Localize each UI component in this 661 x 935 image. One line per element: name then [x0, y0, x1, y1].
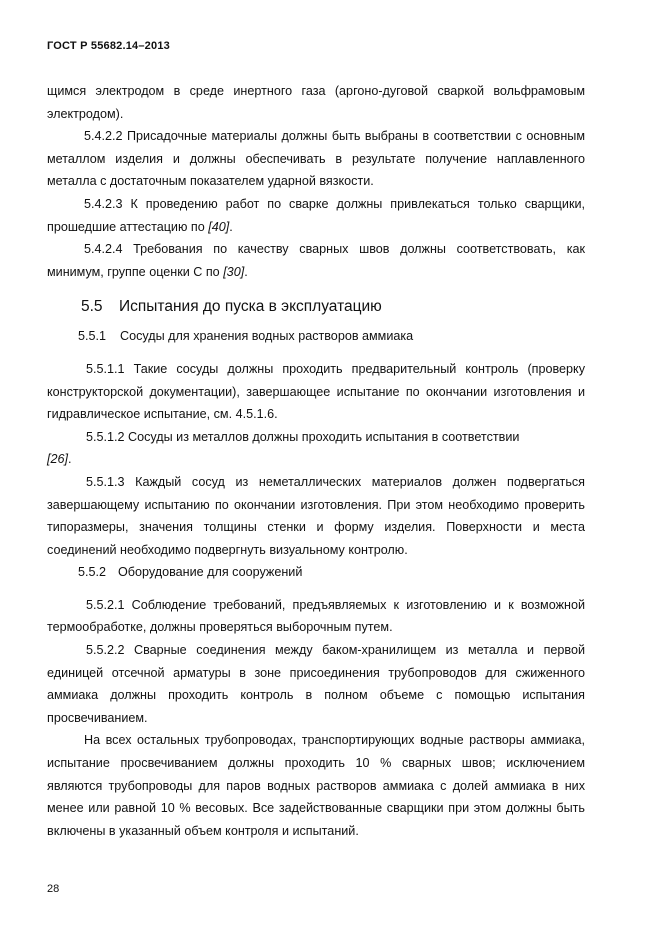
section-title: Испытания до пуска в эксплуатацию — [119, 298, 382, 316]
subsection-number: 5.5.2 — [78, 565, 107, 580]
reference-link: [26] — [47, 452, 69, 467]
paragraph-continuation: щимся электродом в среде инертного газа (аргоно-дуговой сваркой вольфрамовым электродом). — [47, 84, 585, 121]
reference-link: [40] — [208, 219, 230, 234]
paragraph-text: 5.4.2.4 Требования по качеству сварных швов должны соответствовать, как минимум, группе оценки С по — [47, 242, 585, 279]
page-body — [47, 80, 585, 842]
subsection-heading-5-5-1 — [78, 325, 585, 348]
paragraph-5-5-1-2: 5.5.1.2 Сосуды из металлов должны проходить испытания в соответствии [26]. — [47, 429, 520, 467]
paragraph-text: 5.5.1.2 Сосуды из металлов должны проходить испытания в соответствии — [86, 429, 520, 444]
document-code: ГОСТ Р 55682.14–2013 — [47, 40, 170, 52]
paragraph-5-5-1-3: 5.5.1.3 Каждый сосуд из неметаллических материалов должен подвергаться завершающему испытанию по окончании изготовления. При этом необходимо проверить типоразмеры, значения толщины стенки и форму изделия. Поверхности и места соединений необходимо подвергнуть визуальному контролю. — [47, 474, 585, 557]
section-number: 5.5 — [81, 298, 103, 316]
subsection-heading-5-5-2 — [78, 561, 585, 584]
paragraph-5-5-2-1: 5.5.2.1 Соблюдение требований, предъявляемых к изготовлению и к возможной термообработке, должны проверяться выборочным путем. — [47, 597, 585, 635]
paragraph-text: 5.4.2.3 К проведению работ по сварке должны привлекаться только сварщики, прошедшие аттестацию по — [47, 196, 585, 234]
subsection-number: 5.5.1 — [78, 329, 107, 344]
paragraph-pipelines: На всех остальных трубопроводах, транспортирующих водные растворы аммиака, испытание просвечиванием должны проходить 10 % сварных швов; исключением являются трубопроводы для паров водных растворов аммиака с долей аммиака в них менее или равной 10 % весовых. Все задействованные сварщики при этом должны быть включены в указанный объем контроля и испытаний. — [47, 733, 585, 838]
section-heading — [81, 295, 585, 319]
page-number: 28 — [47, 883, 60, 895]
paragraph-5-5-2-2: 5.5.2.2 Сварные соединения между баком-хранилищем из металла и первой единицей отсечной арматуры в зоне присоединения трубопроводов для сжиженного аммиака должны проходить контроль в полном объеме с помощью испытания просвечиванием. — [47, 643, 585, 725]
paragraph-5-4-2-4: 5.4.2.4 Требования по качеству сварных швов должны соответствовать, как минимум, группе оценки С по [30]. — [47, 242, 585, 279]
paragraph-5-4-2-3: 5.4.2.3 К проведению работ по сварке должны привлекаться только сварщики, прошедшие аттестацию по [40]. — [47, 196, 585, 234]
reference-link: [30] — [223, 264, 245, 279]
subsection-title: Сосуды для хранения водных растворов аммиака — [120, 329, 414, 344]
paragraph-5-4-2-2: 5.4.2.2 Присадочные материалы должны быть выбраны в соответствии с основным металлом изделия и должны обеспечивать в результате получение наплавленного металла с достаточным показателем ударной вязкости. — [47, 129, 585, 189]
subsection-title: Оборудование для сооружений — [118, 565, 303, 580]
paragraph-5-5-1-1: 5.5.1.1 Такие сосуды должны проходить предварительный контроль (проверку конструкторской документации), завершающее испытание по окончании изготовления и гидравлическое испытание, см. 4.5.1.6. — [47, 361, 585, 422]
